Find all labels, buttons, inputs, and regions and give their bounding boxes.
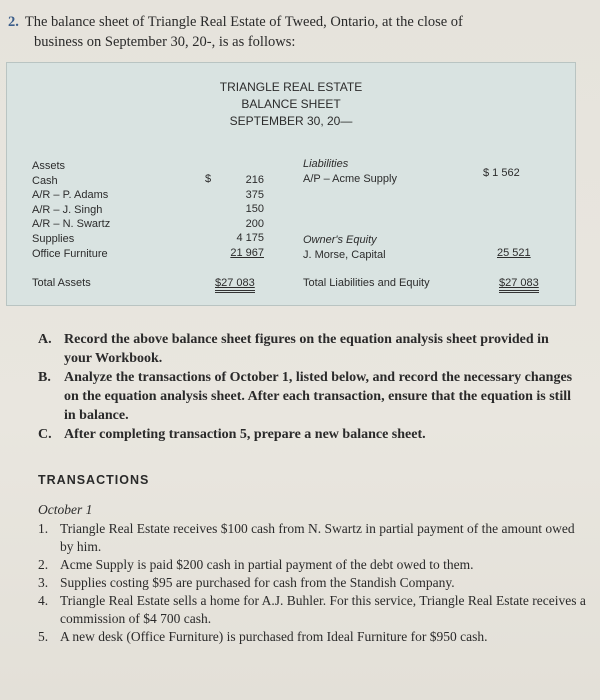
asset-amount: 200 xyxy=(245,217,264,230)
asset-amount: 150 xyxy=(245,203,264,216)
transaction-item xyxy=(38,592,586,628)
instruction-text: Record the above balance sheet figures on the equation analysis sheet provided in your Workbook. xyxy=(64,332,549,366)
assets-column xyxy=(32,159,110,261)
transaction-item xyxy=(38,520,586,556)
liabilities-column xyxy=(303,157,397,186)
asset-amounts xyxy=(222,173,264,261)
asset-amount: 4 175 xyxy=(236,232,264,245)
equity-section xyxy=(303,233,386,262)
problem-number: 2. xyxy=(8,14,19,30)
instruction-letter: A. xyxy=(38,332,52,347)
transaction-text: Triangle Real Estate sells a home for A.J. Buhler. For this service, Triangle Real Estate receives a commission of $4 700 cash. xyxy=(60,593,586,626)
statement-date: SEPTEMBER 30, 20— xyxy=(229,114,353,128)
transaction-item xyxy=(38,574,586,592)
asset-label: A/R – N. Swartz xyxy=(32,218,111,231)
asset-label: A/R – P. Adams xyxy=(32,189,109,202)
asset-label: Office Furniture xyxy=(32,247,108,260)
balance-sheet-header xyxy=(7,79,575,130)
asset-label: Supplies xyxy=(32,232,75,245)
transaction-item xyxy=(38,556,586,574)
total-liabilities-amount: $27 083 xyxy=(499,277,539,293)
transaction-item xyxy=(38,628,586,646)
total-assets-amount: $27 083 xyxy=(215,277,255,293)
instruction-item xyxy=(38,368,578,425)
total-assets-label: Total Assets xyxy=(32,277,91,289)
instructions xyxy=(38,330,578,444)
equity-heading: Owner's Equity xyxy=(303,234,377,246)
dollar-sign: $ xyxy=(205,173,212,185)
transaction-number: 1. xyxy=(38,521,49,536)
intro-line-1: The balance sheet of Triangle Real Estate of Tweed, Ontario, at the close of xyxy=(24,14,463,30)
problem-intro xyxy=(8,12,588,52)
statement-title: BALANCE SHEET xyxy=(241,97,341,111)
transactions-title: TRANSACTIONS xyxy=(38,473,150,487)
instruction-letter: C. xyxy=(38,427,52,442)
balance-sheet xyxy=(6,62,576,306)
instruction-text: After completing transaction 5, prepare a new balance sheet. xyxy=(64,427,426,442)
transaction-number: 5. xyxy=(38,629,49,644)
assets-heading: Assets xyxy=(32,160,66,172)
intro-line-2: business on September 30, 20-, is as follows: xyxy=(34,34,296,50)
instruction-item xyxy=(38,425,578,444)
equity-label: J. Morse, Capital xyxy=(303,248,386,261)
company-name: TRIANGLE REAL ESTATE xyxy=(219,80,363,94)
instruction-letter: B. xyxy=(38,370,51,385)
total-liabilities-label: Total Liabilities and Equity xyxy=(303,277,430,289)
transactions-date: October 1 xyxy=(38,502,93,517)
asset-label: Cash xyxy=(32,174,58,187)
transaction-text: Acme Supply is paid $200 cash in partial payment of the debt owed to them. xyxy=(60,557,474,572)
asset-amount: 216 xyxy=(245,174,264,186)
instruction-item xyxy=(38,330,578,368)
transaction-text: Triangle Real Estate receives $100 cash from N. Swartz in partial payment of the amount owed by him. xyxy=(60,521,575,554)
asset-amount: 21 967 xyxy=(230,246,264,259)
transaction-number: 2. xyxy=(38,557,49,572)
transactions-list xyxy=(38,520,586,646)
liability-label: A/P – Acme Supply xyxy=(303,172,397,185)
transaction-text: A new desk (Office Furniture) is purchased from Ideal Furniture for $950 cash. xyxy=(60,629,488,644)
liabilities-heading: Liabilities xyxy=(303,158,349,170)
asset-amount: 375 xyxy=(245,188,264,201)
transaction-text: Supplies costing $95 are purchased for cash from the Standish Company. xyxy=(60,575,455,590)
liability-amount: $ 1 562 xyxy=(483,167,520,179)
transaction-number: 3. xyxy=(38,575,49,590)
asset-label: A/R – J. Singh xyxy=(32,203,103,216)
transaction-number: 4. xyxy=(38,593,49,608)
equity-amount: 25 521 xyxy=(497,247,531,259)
instruction-text: Analyze the transactions of October 1, listed below, and record the necessary changes on the equation analysis sheet. After each transaction, ensure that the equation is still in balance. xyxy=(64,370,573,423)
